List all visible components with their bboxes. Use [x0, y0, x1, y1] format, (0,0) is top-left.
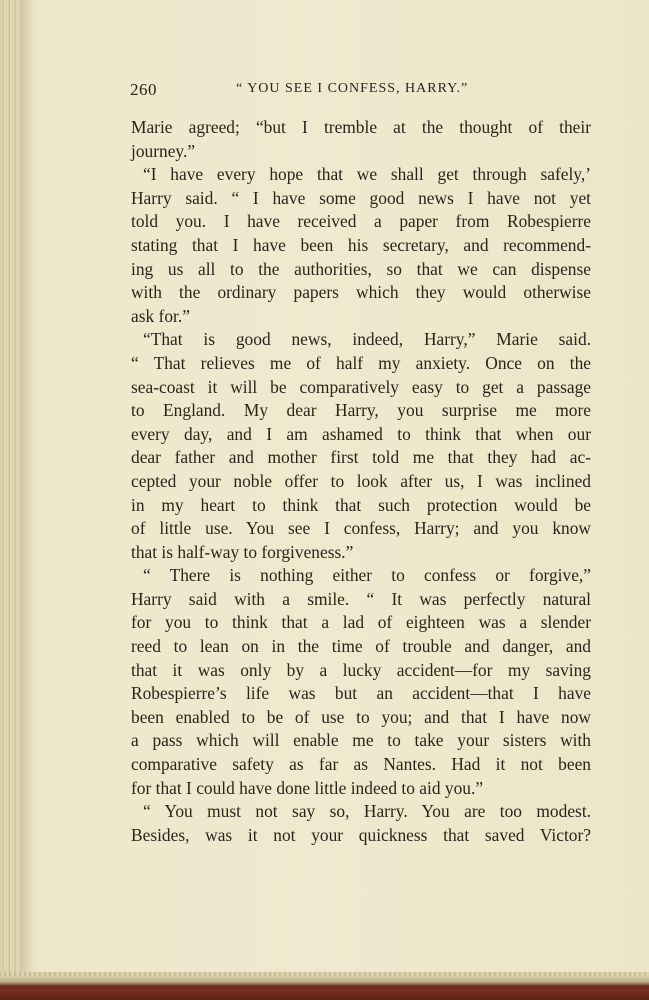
page-header — [130, 80, 591, 104]
text-line: “That is good news, indeed, Harry,” Marie said. — [143, 329, 591, 350]
text-line: for that I could have done little indeed to aid you.” — [131, 777, 484, 798]
book-cover-edge — [0, 976, 649, 1000]
text-line: with the ordinary papers which they would otherwise — [131, 282, 591, 303]
text-line: Marie agreed; “but I tremble at the thought of their — [131, 117, 591, 137]
text-line: of little use. You see I confess, Harry; and you know — [131, 518, 591, 539]
text-line: that is half-way to forgiveness.” — [131, 541, 354, 562]
text-line: “ You must not say so, Harry. You are too modest. — [143, 801, 591, 822]
book-spine-edge — [0, 0, 20, 1000]
text-line: for you to think that a lad of eighteen was a slender — [131, 612, 591, 633]
text-line: sea-coast it will be comparatively easy to get a passage — [131, 376, 591, 397]
text-line: Harry said. “ I have some good news I have not yet — [131, 187, 591, 208]
text-line: that it was only by a lucky accident—for my saving — [131, 659, 591, 680]
text-line: every day, and I am ashamed to think that when our — [131, 423, 591, 444]
text-line: ask for.” — [131, 305, 190, 326]
text-line: in my heart to think that such protection would be — [131, 494, 591, 515]
gutter-shadow — [20, 0, 34, 1000]
text-line: to England. My dear Harry, you surprise me more — [131, 400, 591, 421]
text-line: been enabled to be of use to you; and that I have now — [131, 706, 591, 727]
text-line: “I have every hope that we shall get through safely,’ — [143, 164, 591, 185]
text-line: ing us all to the authorities, so that we can dispense — [131, 258, 591, 279]
text-line: dear father and mother first told me that they had ac- — [131, 447, 591, 468]
text-line: a pass which will enable me to take your sisters with — [131, 730, 591, 751]
text-line: told you. I have received a paper from Robespierre — [131, 211, 591, 232]
text-line: comparative safety as far as Nantes. Had it not been — [131, 754, 591, 775]
text-line: journey.” — [131, 140, 196, 161]
page-number: 260 — [130, 80, 157, 99]
text-line: stating that I have been his secretary, and recommend- — [131, 234, 591, 255]
running-head: “ YOU SEE I CONFESS, HARRY.” — [236, 81, 469, 96]
text-line: “ That relieves me of half my anxiety. Once on the — [131, 352, 591, 373]
text-line: cepted your noble offer to look after us, I was inclined — [131, 470, 591, 491]
text-line: reed to lean on in the time of trouble and danger, and — [131, 636, 591, 657]
text-line: Harry said with a smile. “ It was perfectly natural — [131, 588, 591, 609]
body-text — [131, 116, 591, 847]
text-line: “ There is nothing either to confess or forgive,” — [143, 565, 591, 586]
text-line: Robespierre’s life was but an accident—that I have — [131, 683, 591, 704]
text-line: Besides, was it not your quickness that saved Victor? — [131, 824, 591, 845]
